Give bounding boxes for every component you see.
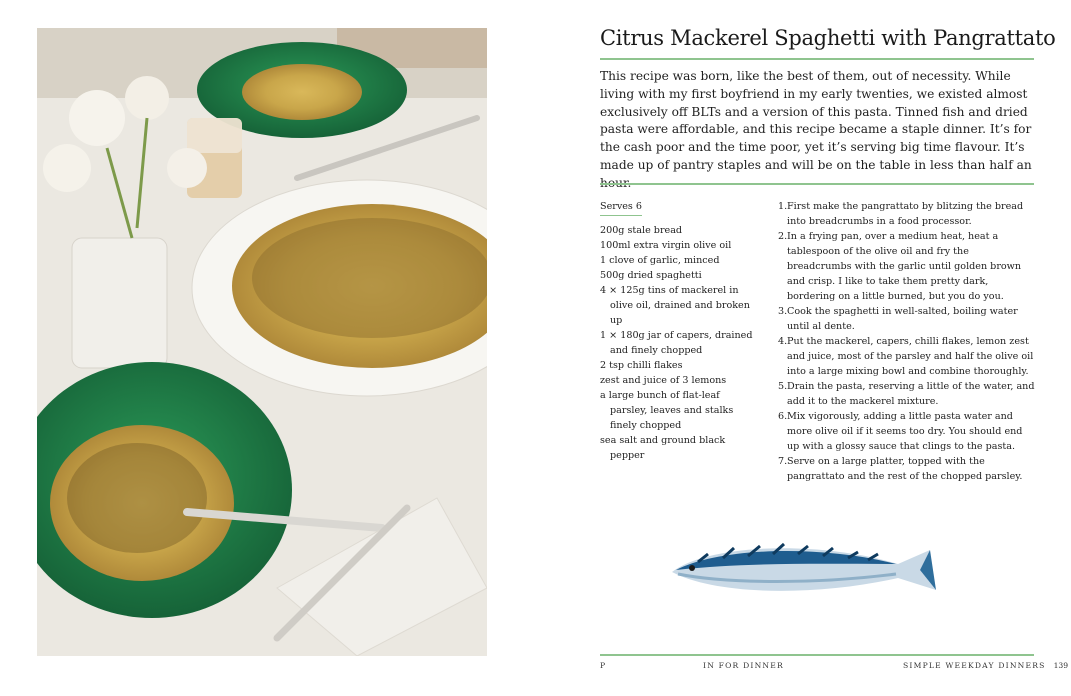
footer-section-title: SIMPLE WEEKDAY DINNERS [903, 661, 1046, 670]
mackerel-illustration [668, 534, 940, 600]
ingredients-column [600, 199, 760, 463]
title-divider [600, 58, 1034, 60]
ingredient-item: 2 tsp chilli flakes [600, 360, 683, 371]
step-text: In a frying pan, over a medium heat, heat a tablespoon of the olive oil and fry the breadcrumbs with the garlic until golden brown and crisp. I like to take them pretty dark, bordering on a little burned, but you do you. [787, 231, 1022, 302]
method-step [778, 199, 1036, 229]
serves-label: Serves 6 [600, 199, 642, 216]
method-steps [778, 199, 1036, 484]
footer-divider [600, 654, 1034, 656]
recipe-intro [600, 68, 1040, 193]
ingredient-item: 100ml extra virgin olive oil [600, 240, 732, 251]
ingredients-list [600, 223, 760, 463]
step-number: 4. [778, 336, 788, 347]
step-number: 3. [778, 306, 788, 317]
footer-section [903, 661, 1068, 670]
ingredient-item: a large bunch of flat-leaf parsley, leaves and stalks finely chopped [600, 390, 734, 431]
step-number: 6. [778, 411, 788, 422]
step-text: First make the pangrattato by blitzing the bread into breadcrumbs in a food processor. [787, 201, 1024, 227]
method-step [778, 409, 1036, 454]
ingredient-item: 200g stale bread [600, 225, 683, 236]
step-number: 7. [778, 456, 788, 467]
footer-left-mark: P [600, 661, 607, 670]
method-column [778, 199, 1036, 484]
recipe-photo [37, 28, 487, 656]
intro-paragraph: This recipe was born, like the best of them, out of necessity. While living with my first boyfriend in my early twenties, we existed almost exclusively off BLTs and a version of this pasta. Tinned fish and dried pasta were affordable, and this recipe became a staple dinner. It’s for the cash poor and the time poor, yet it’s serving big time flavour. It’s made up of pantry staples and will be on the table in less than half an [600, 69, 1032, 172]
step-text: Mix vigorously, adding a little pasta water and more olive oil if it seems too dry. You should end up with a glossy sauce that clings to the pasta. [787, 411, 1023, 452]
intro-divider [600, 183, 1034, 185]
step-number: 5. [778, 381, 788, 392]
step-number: 1. [778, 201, 788, 212]
pasta-dinner-photo-illustration [37, 28, 487, 656]
page-number: 139 [1053, 661, 1069, 670]
ingredient-item: 4 × 125g tins of mackerel in olive oil, drained and broken up [600, 285, 750, 326]
ingredient-item: zest and juice of 3 lemons [600, 375, 727, 386]
ingredient-item: 1 × 180g jar of capers, drained and finely chopped [600, 330, 753, 356]
step-text: Cook the spaghetti in well-salted, boiling water until al dente. [787, 306, 1018, 332]
step-text: Serve on a large platter, topped with the pangrattato and the rest of the chopped parsley. [787, 456, 1023, 482]
method-step [778, 379, 1036, 409]
mackerel-icon [668, 534, 940, 600]
ingredient-item: 500g dried spaghetti [600, 270, 702, 281]
method-step [778, 304, 1036, 334]
ingredient-item: sea salt and ground black pepper [600, 435, 726, 461]
step-text: Put the mackerel, capers, chilli flakes, lemon zest and juice, most of the parsley and half the olive oil into a large mixing bowl and combine thoroughly. [787, 336, 1034, 377]
step-number: 2. [778, 231, 788, 242]
ingredient-item: 1 clove of garlic, minced [600, 255, 720, 266]
method-step [778, 229, 1036, 304]
method-step [778, 334, 1036, 379]
method-step [778, 454, 1036, 484]
footer-book-title: IN FOR DINNER [703, 661, 784, 670]
step-text: Drain the pasta, reserving a little of the water, and add it to the mackerel mixture. [787, 381, 1035, 407]
recipe-title: Citrus Mackerel Spaghetti with Pangrattato [600, 26, 1056, 50]
